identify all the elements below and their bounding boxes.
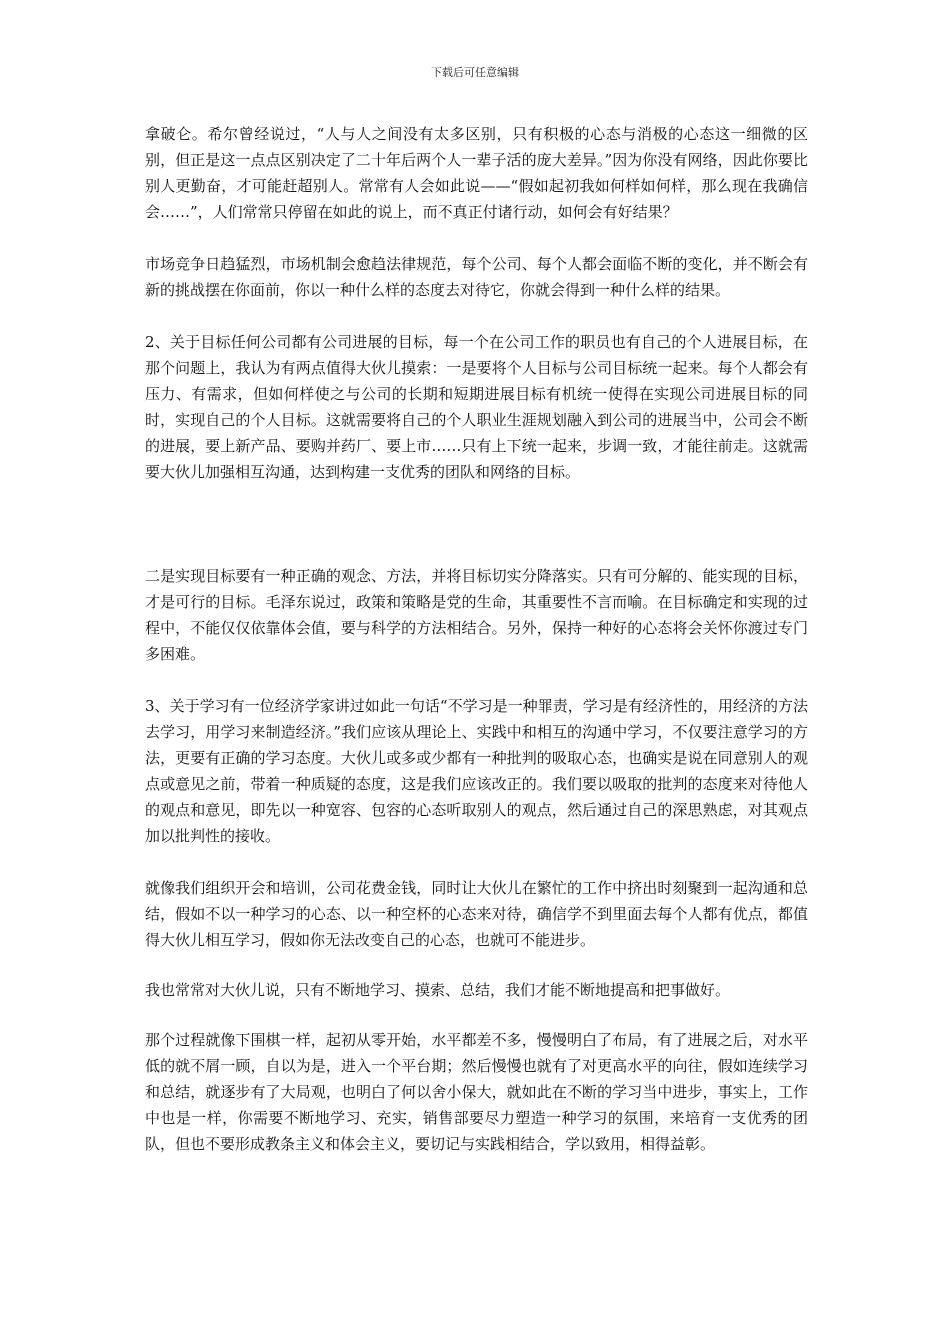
- paragraph-8: 那个过程就像下围棋一样，起初从零开始，水平都差不多，慢慢明白了布局，有了进展之后，对水平低的就不屑一顾，自以为是，进入一个平台期；然后慢慢也就有了对更高水平的向往，假如连续学习和总结，就逐步有了大局观，也明白了何以舍小保大，就如此在不断的学习当中进步，事实上，工作中也是一样，你需要不断地学习、充实，销售部要尽力塑造一种学习的氛围，来培育一支优秀的团队，但也不要形成教条主义和体会主义，要切记与实践相结合，学以致用，相得益彰。: [145, 1031, 808, 1153]
- paragraph-3: 2、关于目标任何公司都有公司进展的目标，每一个在公司工作的职员也有自己的个人进展目标，在那个问题上，我认为有两点值得大伙儿摸索：一是要将个人目标与公司目标统一起来。每个人都会有压力、有需求，但如何样使之与公司的长期和短期进展目标有机统一使得在实现公司进展目标的同时，实现自己的个人目标。这就需要将自己的个人职业生涯规划融入到公司的进展当中，公司会不断的进展，要上新产品、要购并药厂、要上市……只有上下统一起来，步调一致，才能往前走。这就需要大伙儿加强相互沟通，达到构建一支优秀的团队和网络的目标。: [145, 333, 808, 481]
- page-header: 下载后可任意编辑: [431, 66, 519, 79]
- paragraph-6: 就像我们组织开会和培训，公司花费金钱，同时让大伙儿在繁忙的工作中挤出时刻聚到一起沟通和总结，假如不以一种学习的心态、以一种空杯的心态来对待，确信学不到里面去每个人都有优点，都值得大伙儿相互学习，假如你无法改变自己的心态，也就可不能进步。: [145, 879, 808, 949]
- paragraph-2: 市场竞争日趋猛烈，市场机制会愈趋法律规范，每个公司、每个人都会面临不断的变化，并不断会有新的挑战摆在你面前，你以一种什么样的态度去对待它，你就会得到一种什么样的结果。: [145, 255, 808, 299]
- document-body: [145, 121, 808, 1157]
- paragraph-1: 拿破仑。希尔曾经说过，“人与人之间没有太多区别，只有积极的心态与消极的心态这一细微的区别，但正是这一点点区别决定了二十年后两个人一辈子活的庞大差异。”因为你没有网络，因此你要比别人更勤奋，才可能赶超别人。常常有人会如此说——“假如起初我如何样如何样，那么现在我确信会……”，人们常常只停留在如此的说上，而不真正付诸行动，如何会有好结果？: [145, 125, 808, 221]
- paragraph-5: 3、关于学习有一位经济学家讲过如此一句话“不学习是一种罪责，学习是有经济性的，用经济的方法去学习，用学习来制造经济。”我们应该从理论上、实践中和相互的沟通中学习，不仅要注意学习的方法，更要有正确的学习态度。大伙儿或多或少都有一种批判的吸取心态，也确实是说在同意别人的观点或意见之前，带着一种质疑的态度，这是我们应该改正的。我们要以吸取的批判的态度来对待他人的观点和意见，即先以一种宽容、包容的心态听取别人的观点，然后通过自己的深思熟虑，对其观点加以批判性的接收。: [145, 697, 808, 845]
- paragraph-7: 我也常常对大伙儿说，只有不断地学习、摸索、总结，我们才能不断地提高和把事做好。: [145, 981, 731, 999]
- paragraph-4: 二是实现目标要有一种正确的观念、方法，并将目标切实分降落实。只有可分解的、能实现的目标，才是可行的目标。毛泽东说过，政策和策略是党的生命，其重要性不言而喻。在目标确定和实现的过程中，不能仅仅依靠体会值，要与科学的方法相结合。另外，保持一种好的心态将会关怀你渡过专门多困难。: [145, 567, 808, 663]
